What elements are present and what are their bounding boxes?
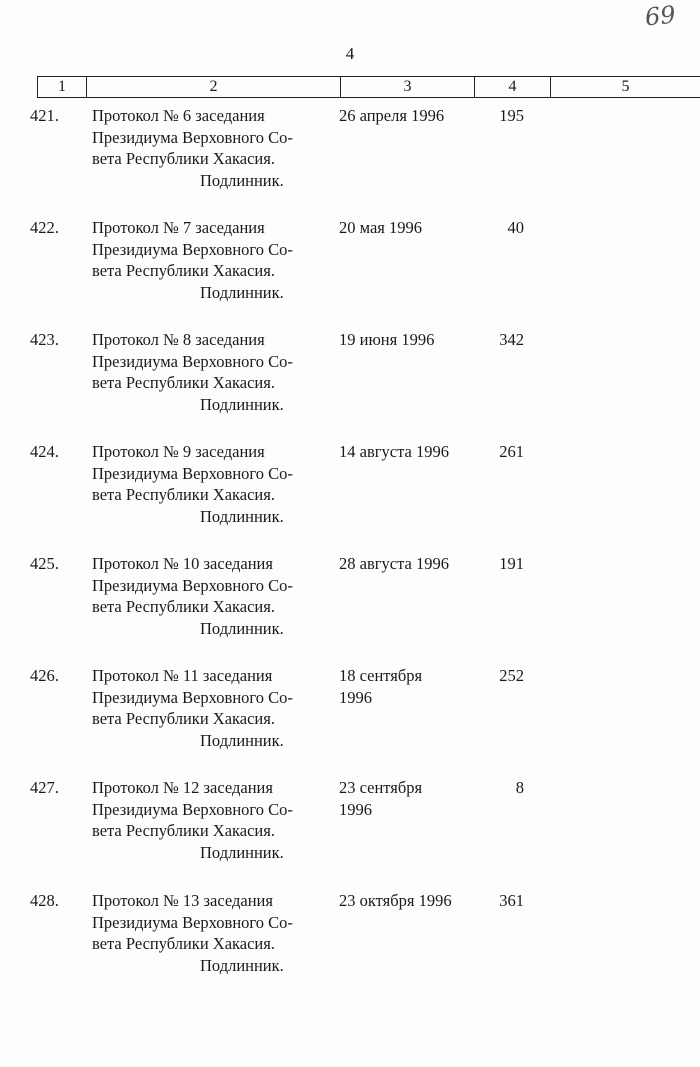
entry-title-line: Протокол № 8 заседания [92, 330, 265, 349]
entry-date-line: 18 сентября [339, 666, 423, 685]
entry-number: 421. [30, 106, 59, 125]
entry-date-line: 23 октября 1996 [339, 891, 452, 910]
entry-title-line: вета Республики Хакасия. [92, 934, 275, 953]
entry-title-line: вета Республики Хакасия. [92, 261, 275, 280]
entry-title-line: Протокол № 6 заседания [92, 106, 265, 125]
entry-date-line: 19 июня 1996 [339, 330, 435, 349]
entry-number: 425. [30, 554, 59, 573]
entry-number: 427. [30, 778, 59, 797]
entry-title-line: вета Республики Хакасия. [92, 821, 275, 840]
entry-number: 424. [30, 442, 59, 461]
entry-date [339, 665, 479, 708]
column-header-1: 1 [37, 77, 86, 97]
entry-sheet-count: 252 [499, 666, 524, 685]
entry-title-line: вета Республики Хакасия. [92, 373, 275, 392]
entry-title-line: Президиума Верховного Со- [92, 127, 293, 147]
table-header [37, 76, 700, 98]
entry-title-line: Президиума Верховного Со- [92, 575, 293, 595]
entry-sheet-count: 8 [515, 778, 524, 797]
entry-title-line: вета Республики Хакасия. [92, 709, 275, 728]
entry-date [339, 553, 479, 575]
entry-date [339, 441, 479, 463]
page-number: 4 [345, 44, 355, 63]
entry-date-line: 26 апреля 1996 [339, 106, 445, 125]
entry-date-line: 23 сентября [339, 778, 423, 797]
entry-sheet-count: 342 [499, 330, 524, 349]
entry-date-line: 1996 [339, 799, 372, 819]
entry-title-line: Президиума Верховного Со- [92, 799, 293, 819]
entry-title-line: Протокол № 11 заседания [92, 666, 273, 685]
entry-title [92, 890, 317, 976]
folio-number: 69 [643, 0, 677, 32]
column-header-3: 3 [340, 77, 474, 97]
entry-original-note: Подлинник. [200, 506, 284, 526]
entry-title [92, 217, 317, 303]
column-header-2: 2 [86, 77, 340, 97]
entry-sheet-count: 195 [499, 106, 524, 125]
entry-title-line: вета Республики Хакасия. [92, 485, 275, 504]
entry-title-line: Президиума Верховного Со- [92, 912, 293, 932]
entry-title-line: вета Республики Хакасия. [92, 597, 275, 616]
entry-title-line: Президиума Верховного Со- [92, 687, 293, 707]
entry-number: 428. [30, 891, 59, 910]
entry-title-line: Протокол № 12 заседания [92, 778, 273, 797]
entry-original-note: Подлинник. [200, 394, 284, 414]
entry-title-line: Протокол № 13 заседания [92, 891, 273, 910]
entry-date [339, 105, 479, 127]
entry-title [92, 329, 317, 415]
entry-original-note: Подлинник. [200, 282, 284, 302]
entry-number: 426. [30, 666, 59, 685]
entry-sheet-count: 261 [499, 442, 524, 461]
entry-title [92, 665, 317, 751]
entry-title-line: Президиума Верховного Со- [92, 239, 293, 259]
entry-title [92, 777, 317, 863]
entry-number: 422. [30, 218, 59, 237]
entry-date [339, 329, 479, 351]
entry-title-line: Протокол № 9 заседания [92, 442, 265, 461]
entry-date [339, 777, 479, 820]
entry-title-line: Протокол № 10 заседания [92, 554, 273, 573]
entry-date [339, 890, 479, 912]
entry-original-note: Подлинник. [200, 955, 284, 975]
entry-sheet-count: 191 [499, 554, 524, 573]
entry-title [92, 553, 317, 639]
entry-title-line: Президиума Верховного Со- [92, 351, 293, 371]
entry-original-note: Подлинник. [200, 730, 284, 750]
column-header-5: 5 [550, 77, 700, 97]
entry-title-line: Протокол № 7 заседания [92, 218, 265, 237]
entry-title [92, 105, 317, 191]
entry-title-line: Президиума Верховного Со- [92, 463, 293, 483]
entry-date-line: 1996 [339, 687, 372, 707]
entry-original-note: Подлинник. [200, 842, 284, 862]
entry-date-line: 14 августа 1996 [339, 442, 449, 461]
entry-sheet-count: 40 [507, 218, 524, 237]
entry-number: 423. [30, 330, 59, 349]
entry-title [92, 441, 317, 527]
entry-date-line: 20 мая 1996 [339, 218, 422, 237]
entry-date [339, 217, 479, 239]
entry-date-line: 28 августа 1996 [339, 554, 449, 573]
column-header-4: 4 [474, 77, 550, 97]
entry-original-note: Подлинник. [200, 618, 284, 638]
entry-original-note: Подлинник. [200, 170, 284, 190]
entry-sheet-count: 361 [499, 891, 524, 910]
entry-title-line: вета Республики Хакасия. [92, 149, 275, 168]
